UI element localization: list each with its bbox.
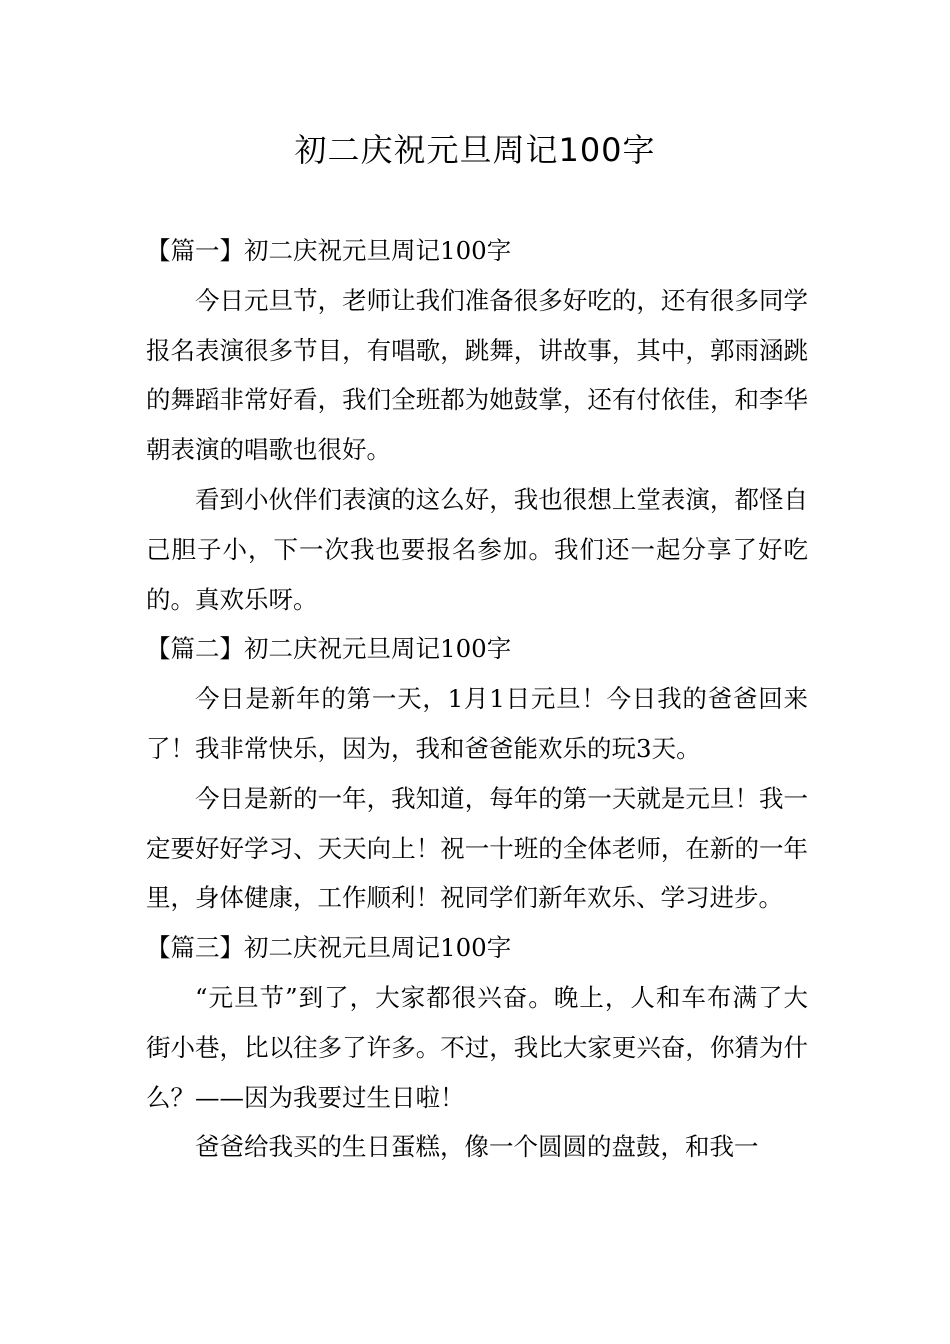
section-heading: 【篇一】初二庆祝元旦周记100字 <box>146 236 512 265</box>
section-heading: 【篇二】初二庆祝元旦周记100字 <box>146 634 512 664</box>
document-body <box>146 226 808 1172</box>
paragraph: 今日是新年的第一天，1月1日元旦！今日我的爸爸回来了！我非常快乐，因为，我和爸爸能欢乐的玩3天。 <box>146 684 808 763</box>
page-title: 初二庆祝元旦周记100字 <box>294 131 656 169</box>
paragraph: 今日元旦节，老师让我们准备很多好吃的，还有很多同学报名表演很多节目，有唱歌，跳舞，讲故事，其中，郭雨涵跳的舞蹈非常好看，我们全班都为她鼓掌，还有付依佳，和李华朝表演的唱歌也很好。 <box>146 285 808 465</box>
paragraph: “元旦节”到了，大家都很兴奋。晚上，人和车布满了大街小巷，比以往多了许多。不过，我比大家更兴奋，你猜为什么？——因为我要过生日啦！ <box>146 982 808 1112</box>
section-heading: 【篇三】初二庆祝元旦周记100字 <box>146 933 512 963</box>
paragraph: 看到小伙伴们表演的这么好，我也很想上堂表演，都怪自己胆子小，下一次我也要报名参加。我们还一起分享了好吃的。真欢乐呀。 <box>146 484 808 614</box>
paragraph: 爸爸给我买的生日蛋糕，像一个圆圆的盘鼓，和我一 <box>195 1132 759 1162</box>
section-1 <box>146 226 808 624</box>
section-2 <box>146 624 808 923</box>
section-3 <box>146 923 808 1172</box>
paragraph: 今日是新的一年，我知道，每年的第一天就是元旦！我一定要好好学习、天天向上！祝一十班的全体老师，在新的一年里，身体健康，工作顺利！祝同学们新年欢乐、学习进步。 <box>146 783 808 913</box>
